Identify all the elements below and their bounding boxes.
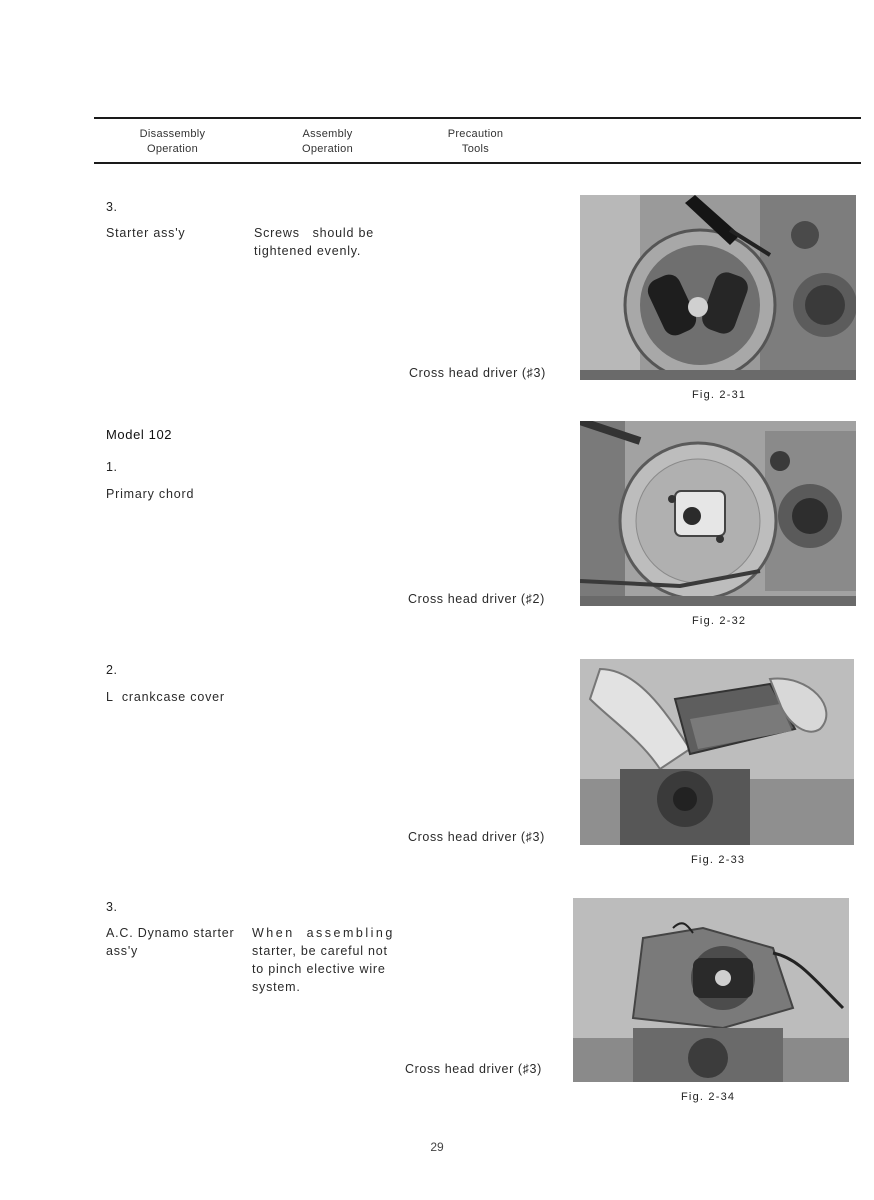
header-precaution-tools [423, 127, 528, 157]
fig-2-31-photo [580, 195, 856, 380]
engine-starter-image [580, 195, 856, 380]
fig-2-32-photo [580, 421, 856, 606]
row4-step-number: 3. [106, 900, 118, 914]
primary-chord-image [580, 421, 856, 606]
header-col1-line1: Disassembly [139, 128, 206, 140]
header-disassembly-operation [120, 127, 225, 157]
page-number: 29 [430, 1140, 444, 1154]
row1-tool: Cross head driver (♯3) [409, 366, 546, 380]
fig-2-34-caption: Fig. 2-34 [681, 1091, 736, 1103]
header-col2-line2: Operation [301, 143, 353, 155]
header-top-rule [94, 117, 861, 119]
header-col3-line2: Tools [461, 143, 490, 155]
fig-2-31-caption: Fig. 2-31 [692, 389, 747, 401]
fig-2-33-photo [580, 659, 854, 845]
row1-assembly-line1: Screws should be [254, 226, 375, 240]
row4-assembly-line1: When assembling [252, 926, 395, 940]
fig-2-32-caption: Fig. 2-32 [692, 615, 747, 627]
row4-part-line1: A.C. Dynamo starter [106, 926, 235, 940]
row2-tool: Cross head driver (♯2) [408, 592, 545, 606]
dynamo-starter-image [573, 898, 849, 1082]
row4-tool: Cross head driver (♯3) [405, 1062, 542, 1076]
row3-tool: Cross head driver (♯3) [408, 830, 545, 844]
fig-2-33-caption: Fig. 2-33 [691, 854, 746, 866]
section-heading-model-102: Model 102 [106, 427, 173, 442]
row1-step-number: 3. [106, 200, 118, 214]
row2-step-number: 1. [106, 460, 118, 474]
header-bottom-rule [94, 162, 861, 164]
row4-assembly-line4: system. [252, 980, 301, 994]
row4-assembly-line2: starter, be careful not [252, 944, 388, 958]
header-col2-line1: Assembly [302, 128, 353, 140]
row4-assembly-line3: to pinch elective wire [252, 962, 386, 976]
header-col3-line1: Precaution [447, 128, 504, 140]
row1-assembly-line2: tightened evenly. [254, 244, 362, 258]
fig-2-34-photo [573, 898, 849, 1082]
row1-part-name: Starter ass'y [106, 226, 186, 240]
row3-part-name: L crankcase cover [106, 690, 225, 704]
row2-part-name: Primary chord [106, 487, 195, 501]
row3-step-number: 2. [106, 663, 118, 677]
header-col1-line2: Operation [146, 143, 198, 155]
header-assembly-operation [275, 127, 380, 157]
row4-part-line2: ass'y [106, 944, 139, 958]
crankcase-cover-image [580, 659, 854, 845]
